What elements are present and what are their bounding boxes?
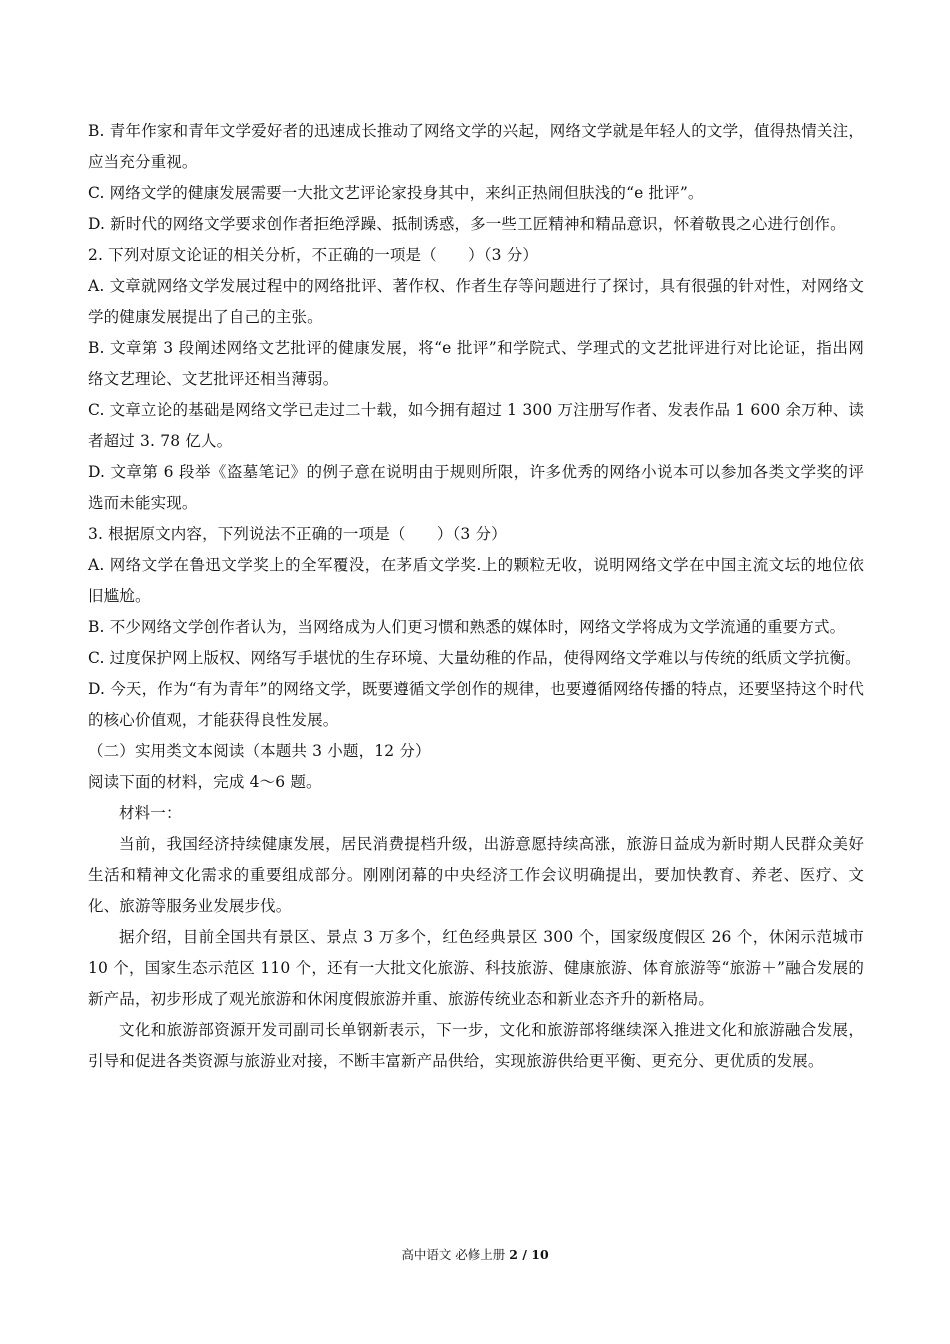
question-2: 2. 下列对原文论证的相关分析，不正确的一项是（ ）（3 分） xyxy=(88,246,539,264)
option-2d: D. 文章第 6 段举《盗墓笔记》的例子意在说明由于规则所限，许多优秀的网络小说本可以参加各类文学奖的评选而未能实现。 xyxy=(88,463,864,512)
material-title: 材料一： xyxy=(119,804,182,822)
option-1c: C. 网络文学的健康发展需要一大批文艺评论家投身其中，来纠正热闹但肤浅的“e 批评”。 xyxy=(88,184,704,202)
option-2a: A. 文章就网络文学发展过程中的网络批评、著作权、作者生存等问题进行了探讨，具有很强的针对性，对网络文学的健康发展提出了自己的主张。 xyxy=(88,277,864,326)
page-footer xyxy=(0,1247,950,1263)
section-heading: （二）实用类文本阅读（本题共 3 小题，12 分） xyxy=(88,742,431,760)
footer-label: 高中语文 必修上册 xyxy=(401,1247,506,1262)
material-paragraph-2: 据介绍，目前全国共有景区、景点 3 万多个，红色经典景区 300 个，国家级度假区 26 个，休闲示范城市 10 个，国家生态示范区 110 个，还有一大批文化旅游、科技旅游、健康旅游、体育旅游等“旅游＋”融合发展的新产品，初步形成了观光旅游和休闲度假旅游并重、旅游传统业态和新业态齐升的新格局。 xyxy=(88,928,864,1008)
option-3a: A. 网络文学在鲁迅文学奖上的全军覆没，在茅盾文学奖.上的颗粒无收，说明网络文学在中国主流文坛的地位依旧尴尬。 xyxy=(88,556,864,605)
page-number: 2 / 10 xyxy=(509,1247,549,1262)
option-1d: D. 新时代的网络文学要求创作者拒绝浮躁、抵制诱惑，多一些工匠精神和精品意识，怀着敬畏之心进行创作。 xyxy=(88,215,846,233)
option-3d: D. 今天，作为“有为青年”的网络文学，既要遵循文学创作的规律，也要遵循网络传播的特点，还要坚持这个时代的核心价值观，才能获得良性发展。 xyxy=(88,680,864,729)
document-body xyxy=(88,116,864,1077)
reading-instruction: 阅读下面的材料，完成 4～6 题。 xyxy=(88,773,322,791)
option-3c: C. 过度保护网上版权、网络写手堪忧的生存环境、大量幼稚的作品，使得网络文学难以与传统的纸质文学抗衡。 xyxy=(88,649,861,667)
material-paragraph-3: 文化和旅游部资源开发司副司长单钢新表示，下一步，文化和旅游部将继续深入推进文化和旅游融合发展，引导和促进各类资源与旅游业对接，不断丰富新产品供给，实现旅游供给更平衡、更充分、更优质的发展。 xyxy=(88,1021,864,1070)
option-3b: B. 不少网络文学创作者认为，当网络成为人们更习惯和熟悉的媒体时，网络文学将成为文学流通的重要方式。 xyxy=(88,618,846,636)
option-1b: B. 青年作家和青年文学爱好者的迅速成长推动了网络文学的兴起，网络文学就是年轻人的文学，值得热情关注，应当充分重视。 xyxy=(88,122,864,171)
question-3: 3. 根据原文内容，下列说法不正确的一项是（ ）（3 分） xyxy=(88,525,507,543)
option-2c: C. 文章立论的基础是网络文学已走过二十载，如今拥有超过 1 300 万注册写作者、发表作品 1 600 余万种、读者超过 3. 78 亿人。 xyxy=(88,401,864,450)
option-2b: B. 文章第 3 段阐述网络文艺批评的健康发展，将“e 批评”和学院式、学理式的文艺批评进行对比论证，指出网络文艺理论、文艺批评还相当薄弱。 xyxy=(88,339,864,388)
material-paragraph-1: 当前，我国经济持续健康发展，居民消费提档升级，出游意愿持续高涨，旅游日益成为新时期人民群众美好生活和精神文化需求的重要组成部分。刚刚闭幕的中央经济工作会议明确提出，要加快教育、养老、医疗、文化、旅游等服务业发展步伐。 xyxy=(88,835,864,915)
